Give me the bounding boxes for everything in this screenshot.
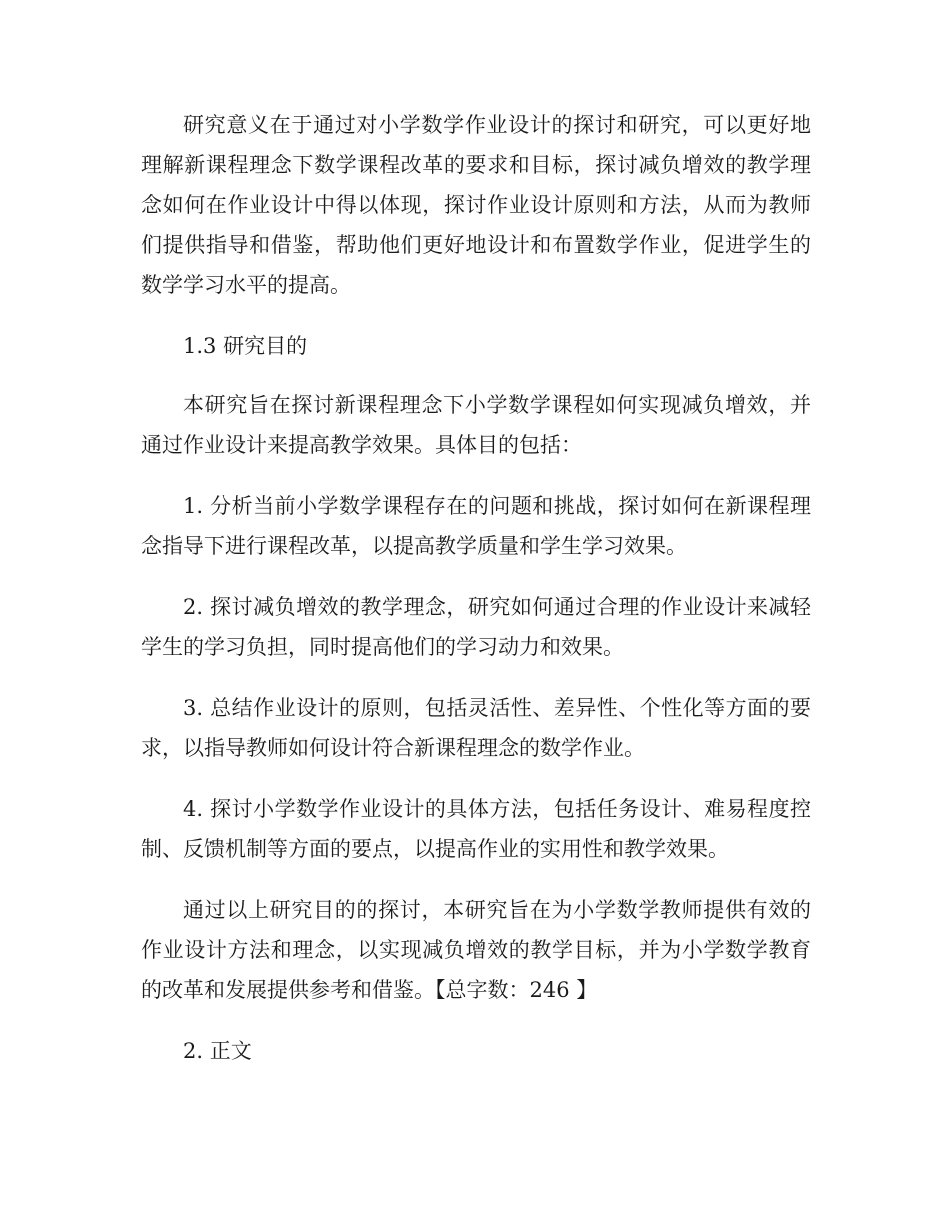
section-heading-research-purpose: 1.3 研究目的	[183, 334, 308, 358]
list-item-purpose-1: 1. 分析当前小学数学课程存在的问题和挑战，探讨如何在新课程理念指导下进行课程改革，以提高教学质量和学生学习效果。	[141, 494, 811, 558]
section-heading-main-text: 2. 正文	[183, 1039, 252, 1063]
list-item-purpose-4: 4. 探讨小学数学作业设计的具体方法，包括任务设计、难易程度控制、反馈机制等方面的要点，以提高作业的实用性和教学效果。	[141, 797, 811, 861]
document-body	[141, 105, 811, 1090]
paragraph-research-significance: 研究意义在于通过对小学数学作业设计的探讨和研究，可以更好地理解新课程理念下数学课程改革的要求和目标，探讨减负增效的教学理念如何在作业设计中得以体现，探讨作业设计原则和方法，从而为教师们提供指导和借鉴，帮助他们更好地设计和布置数学作业，促进学生的数学学习水平的提高。	[141, 113, 811, 297]
list-item-purpose-3: 3. 总结作业设计的原则，包括灵活性、差异性、个性化等方面的要求，以指导教师如何设计符合新课程理念的数学作业。	[141, 696, 811, 760]
paragraph-research-purpose-intro: 本研究旨在探讨新课程理念下小学数学课程如何实现减负增效，并通过作业设计来提高教学效果。具体目的包括：	[141, 393, 811, 457]
list-item-purpose-2: 2. 探讨减负增效的教学理念，研究如何通过合理的作业设计来减轻学生的学习负担，同时提高他们的学习动力和效果。	[141, 595, 811, 659]
paragraph-purpose-summary: 通过以上研究目的的探讨，本研究旨在为小学数学教师提供有效的作业设计方法和理念，以实现减负增效的教学目标，并为小学数学教育的改革和发展提供参考和借鉴。【总字数：246 】	[141, 898, 811, 1002]
